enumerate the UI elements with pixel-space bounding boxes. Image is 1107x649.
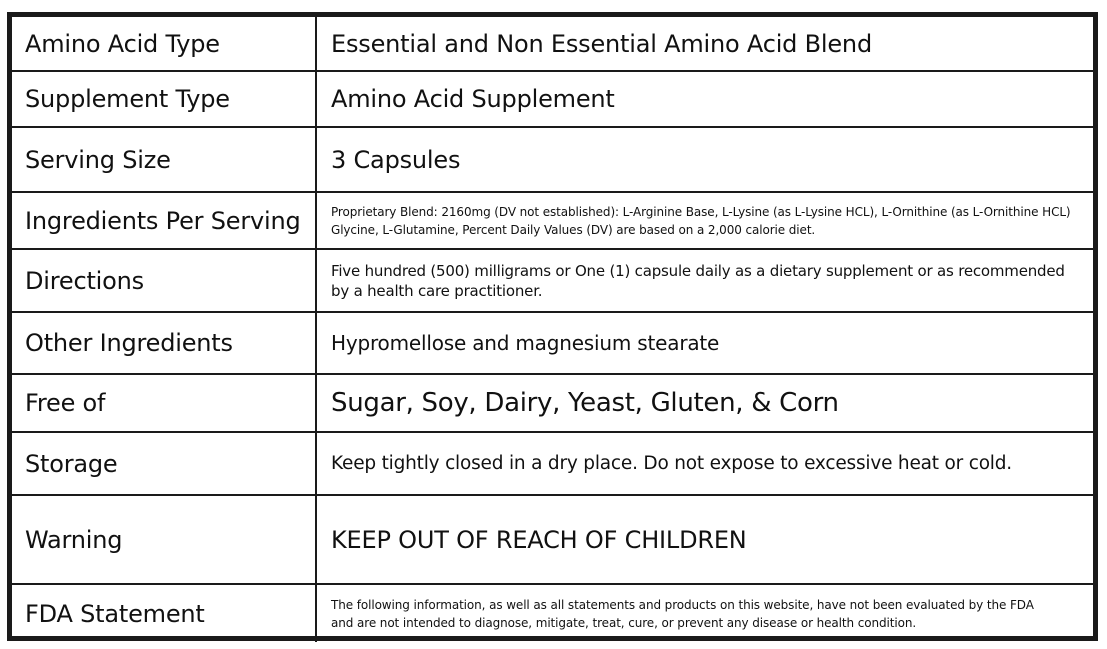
- table-row: [12, 192, 1093, 249]
- row-value: Amino Acid Supplement: [331, 85, 615, 113]
- table-row: [12, 312, 1093, 374]
- row-value-cell: [316, 17, 1093, 71]
- row-label-cell: [12, 374, 316, 432]
- row-label: Free of: [25, 389, 106, 417]
- row-label: Ingredients Per Serving: [25, 206, 301, 235]
- row-label-cell: [12, 249, 316, 312]
- row-value: KEEP OUT OF REACH OF CHILDREN: [331, 525, 747, 554]
- table-row: [12, 17, 1093, 71]
- row-value-cell: [316, 584, 1093, 642]
- row-label-cell: [12, 71, 316, 127]
- row-label: Supplement Type: [25, 85, 230, 113]
- row-value: Essential and Non Essential Amino Acid Blend: [331, 29, 872, 58]
- product-info-table: [12, 17, 1093, 642]
- row-label-cell: [12, 584, 316, 642]
- table-row: [12, 374, 1093, 432]
- product-info-table-frame: [7, 12, 1098, 641]
- row-value-cell: [316, 312, 1093, 374]
- row-value: Hypromellose and magnesium stearate: [331, 331, 720, 355]
- row-label: Warning: [25, 525, 123, 554]
- row-value-cell: [316, 71, 1093, 127]
- row-value: Sugar, Soy, Dairy, Yeast, Gluten, & Corn: [331, 388, 839, 418]
- row-value-cell: [316, 127, 1093, 192]
- table-row: [12, 249, 1093, 312]
- row-value-cell: [316, 249, 1093, 312]
- row-label-cell: [12, 432, 316, 495]
- row-value-line: Proprietary Blend: 2160mg (DV not established): L-Arginine Base, L-Lysine (as L-Lysine HCL), L-Ornithine (as L-Ornithine HCL): [331, 204, 1071, 219]
- row-value-line: The following information, as well as all statements and products on this website, have not been evaluated by the FDA: [331, 597, 1034, 612]
- row-value: 3 Capsules: [331, 145, 461, 174]
- row-value: Keep tightly closed in a dry place. Do not expose to excessive heat or cold.: [331, 453, 1012, 474]
- row-label: Amino Acid Type: [25, 29, 220, 58]
- table-row: [12, 127, 1093, 192]
- row-value-cell: [316, 495, 1093, 584]
- row-value-line: Glycine, L-Glutamine, Percent Daily Values (DV) are based on a 2,000 calorie diet.: [331, 222, 816, 237]
- row-label-cell: [12, 127, 316, 192]
- row-value-cell: [316, 192, 1093, 249]
- row-value-cell: [316, 374, 1093, 432]
- row-label: Serving Size: [25, 145, 171, 174]
- row-label: Storage: [25, 449, 118, 478]
- row-label-cell: [12, 192, 316, 249]
- table-row: [12, 71, 1093, 127]
- row-label: FDA Statement: [25, 599, 205, 628]
- row-label-cell: [12, 495, 316, 584]
- row-label: Directions: [25, 266, 144, 295]
- row-value-line: and are not intended to diagnose, mitigate, treat, cure, or prevent any disease or health condition.: [331, 615, 917, 630]
- row-value-line: by a health care practitioner.: [331, 281, 543, 300]
- row-value-line: Five hundred (500) milligrams or One (1) capsule daily as a dietary supplement or as recommended: [331, 261, 1065, 280]
- row-label: Other Ingredients: [25, 329, 233, 357]
- table-row: [12, 584, 1093, 642]
- row-value-cell: [316, 432, 1093, 495]
- row-label-cell: [12, 17, 316, 71]
- row-label-cell: [12, 312, 316, 374]
- table-row: [12, 432, 1093, 495]
- table-row: [12, 495, 1093, 584]
